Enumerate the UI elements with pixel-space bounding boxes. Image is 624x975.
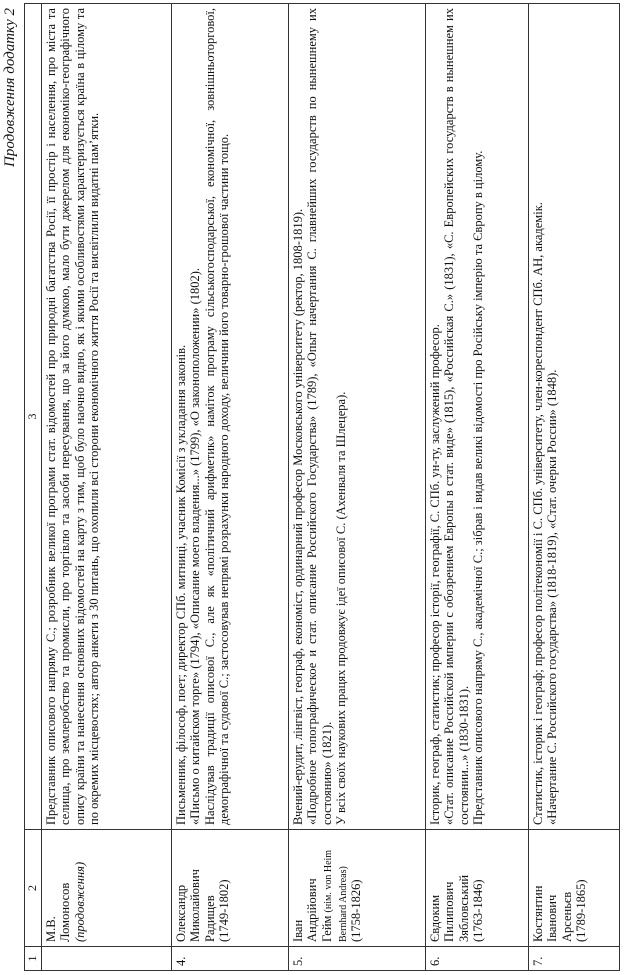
header-col-3: 3 bbox=[25, 4, 42, 830]
row-number: 6. bbox=[425, 947, 528, 971]
name-line: Ломоносов bbox=[58, 882, 73, 942]
table-caption: Продовження додатку 2 bbox=[2, 8, 18, 167]
name-line: Костянтин bbox=[530, 885, 545, 942]
header-col-2: 2 bbox=[25, 830, 42, 947]
description-paragraph: «Подробное топографическое и стат. описание Российского Государства» (1789), «Опыт начертания С. главнейших государств по нынешнему их состоянию» (1821). bbox=[305, 8, 334, 825]
name-line: Миколайович bbox=[188, 869, 203, 942]
person-description bbox=[171, 4, 288, 830]
name-line bbox=[320, 834, 349, 942]
person-description bbox=[425, 4, 528, 830]
name-dates: (1749-1802) bbox=[217, 879, 232, 942]
name-line: Андрійович bbox=[305, 878, 320, 942]
table-row bbox=[528, 4, 619, 971]
row-number bbox=[41, 947, 171, 971]
description-paragraph: Вчений-ерудит, лінгвіст, географ, економіст, ординарний професор Московського університету (ректор, 1808-1819). bbox=[290, 208, 305, 825]
name-line: Іван bbox=[290, 919, 305, 942]
row-number: 4. bbox=[171, 947, 288, 971]
name-line: Іванович bbox=[545, 894, 560, 942]
name-line: М.В. bbox=[43, 916, 58, 942]
person-name bbox=[288, 830, 425, 947]
description-paragraph: Історик, географ, статистик; професор історії, географії, С. СПб. ун-ту, заслужений професор. bbox=[427, 324, 442, 825]
name-line: Олександр bbox=[173, 884, 188, 942]
table-row bbox=[171, 4, 288, 971]
person-description bbox=[288, 4, 425, 830]
description-paragraph: Представник описового напряму С., академічної С.; зібрав і видав великі відомості про Російську імперію та Європу в цілому. bbox=[471, 150, 486, 825]
name-line: Євдоким bbox=[427, 894, 442, 942]
person-description bbox=[528, 4, 619, 830]
name-dates: (1763-1846) bbox=[471, 879, 486, 942]
name-dates: (1789-1865) bbox=[574, 879, 589, 942]
person-name bbox=[41, 830, 171, 947]
description-paragraph: «Письмо о китайском торге» (1794), «Описание моего владения...» (1799), «О законоположении» (1802). bbox=[188, 267, 203, 825]
description-paragraph: «Начертание С. Российского государства» (1818-1819), «Стат. очерки России» (1848). bbox=[545, 369, 560, 825]
description-paragraph: Представник описового напряму С.; розробник великої програми стат. відомостей про природні багатства Росії, її простір і населення, про міста та селища, про землеробство та промисли, про торгівлю та засоби пересування, що за його думкою, мало бути джерелом для економіко-географічного опису країни та нанесення основних відомостей на карту з тим, щоб було наочно видно, як і якими особливостями характеризується країна в цілому та по окремих місцевостях; автор анкети з 30 питань, що охопили всі сторони економічного життя Росії та висвітлили видатні пам’ятки. bbox=[43, 8, 102, 825]
name-line: Арсеньєв bbox=[559, 891, 574, 942]
continuation-note: (продовження) bbox=[72, 861, 87, 942]
description-paragraph: «Стат. описание Российской империи с обозрением Европы в стат. виде» (1815), «Российская С.» (1831), «С. Европейских государств в нынешнем их состоянии...» (1830-1831). bbox=[442, 8, 471, 825]
description-paragraph: Письменник, філософ, поет; директор СПб. митниці, учасник Комісії з укладання законів. bbox=[173, 344, 188, 825]
description-paragraph: Статистик, історик і географ; професор політекономії і С. СПб. університету, член-кореспондент СПб. АН, академік. bbox=[530, 202, 545, 825]
header-col-1: 1 bbox=[25, 947, 42, 971]
row-number: 7. bbox=[528, 947, 619, 971]
german-name: (нім. von Heim Bernhard Andreas) bbox=[322, 849, 349, 942]
name-line: Радищев bbox=[202, 895, 217, 942]
name-line: Пилипович bbox=[442, 881, 457, 942]
header-row bbox=[25, 4, 42, 971]
table-row bbox=[425, 4, 528, 971]
statisticians-table bbox=[24, 3, 620, 971]
description-paragraph: У всіх своїх наукових працях продовжує ідеї описової С. (Ахенваля та Шлецера). bbox=[334, 391, 349, 825]
name-line: Зябловський bbox=[456, 874, 471, 942]
surname: Гейм bbox=[319, 915, 334, 942]
person-description bbox=[41, 4, 171, 830]
name-dates: (1758-1826) bbox=[349, 879, 364, 942]
person-name bbox=[425, 830, 528, 947]
table-row bbox=[288, 4, 425, 971]
description-paragraph: Наслідував традиції описової С., але як «політичний арифметик» наміток програму сільськогосподарської, економічної, зовнішньоторгової, демографічної та судової С.; застосовував непрямі розрахунки народного доходу, величини його товарно-грошової частини тощо. bbox=[202, 8, 232, 825]
person-name bbox=[528, 830, 619, 947]
row-number: 5. bbox=[288, 947, 425, 971]
person-name bbox=[171, 830, 288, 947]
table-row bbox=[41, 4, 171, 971]
